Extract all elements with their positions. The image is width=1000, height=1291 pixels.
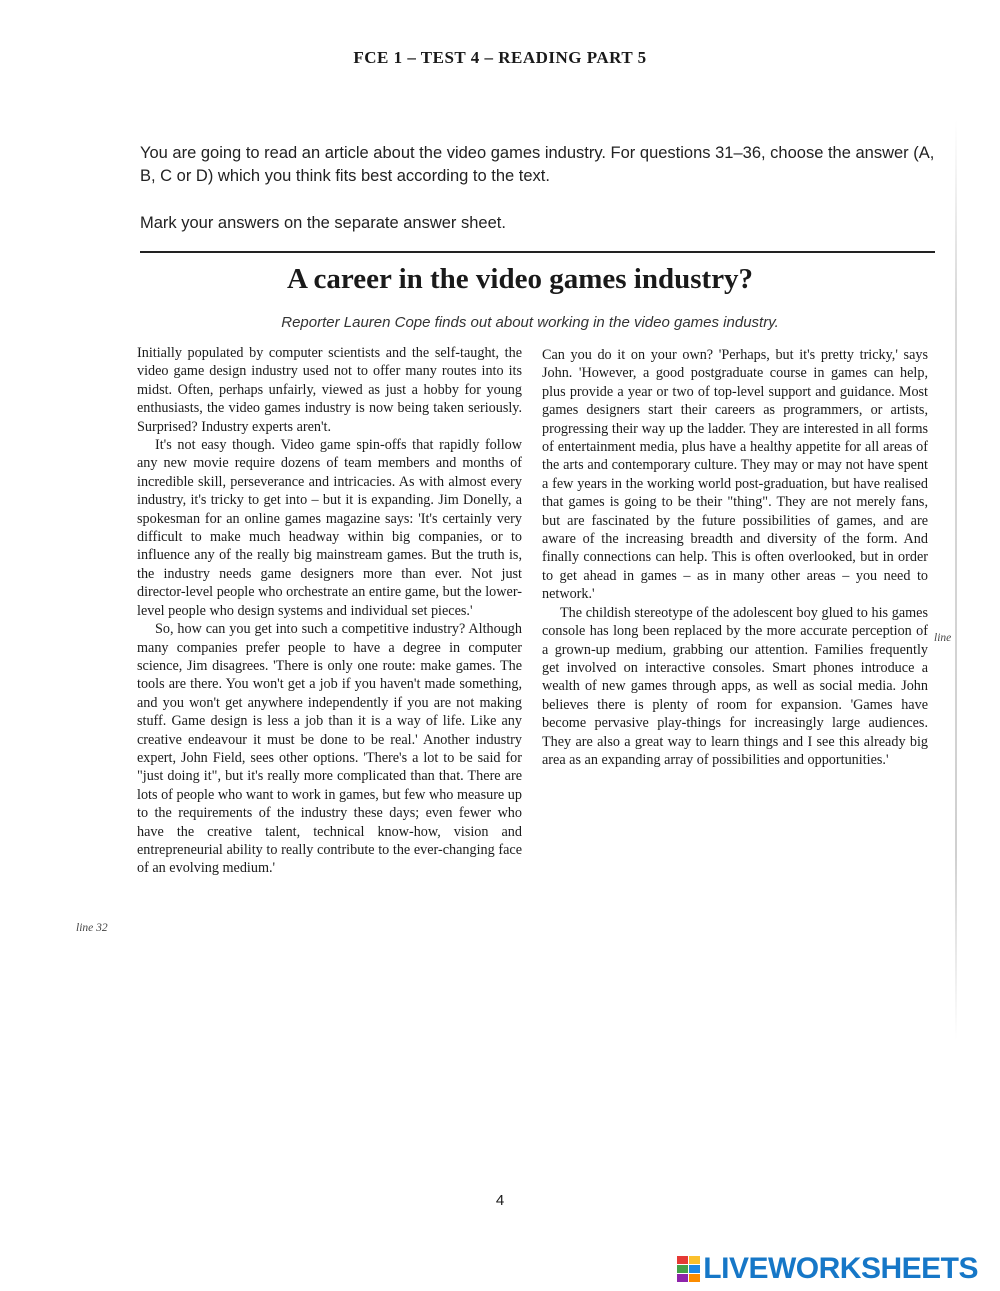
paragraph: Can you do it on your own? 'Perhaps, but it's pretty tricky,' says John. 'However, a good postgraduate course in games can help, plus provide a year or two of top-level support and guidance. Most games designers start their careers as programmers, or artists, progressing their way up the ladder. They are interested in all forms of entertainment media, plus have a healthy appetite for all areas of the arts and contemporary culture. They may or may not have spent a few years in the working world post-graduation, but have realised that games is going to be their "thing". They are not merely fans, but are fascinated by the future possibilities of games, and are aware of the increasing breadth and diversity of the form. And finally connections can help. This is often overlooked, but in order to get ahead in games – as in many other areas – you need to network.': [542, 347, 928, 603]
paragraph: The childish stereotype of the adolescent boy glued to his games console has long been replaced by the more accurate perception of a grown-up medium, grabbing our attention. Families frequently get involved on interactive consoles. Smart phones introduce a wealth of new games through apps, as well as social media. John believes there is plenty of room for expansion. 'Games have become pervasive play-things for increasingly large audiences. They are also a great way to learn things and I see this already big area as an expanding array of possibilities and opportunities.': [542, 604, 928, 768]
logo-tile: [677, 1274, 688, 1282]
paragraph: It's not easy though. Video game spin-offs that rapidly follow any new movie require dozens of team members and months of incredible skill, perseverance and intricacies. As with almost every industry, it's tricky to get into – but it is expanding. Jim Donelly, a spokesman for an online games magazine says: 'It's certainly very difficult to make much headway within big companies, or to influence any of the really big mainstream games. But the truth is, the industry needs game designers more than ever. Not just director-level people who orchestrate an entire game, but the lower-level people who design systems and individual set pieces.': [137, 437, 522, 619]
scan-edge: [955, 120, 957, 1040]
logo-tile: [677, 1265, 688, 1273]
line-marker-left: line 32: [76, 922, 108, 934]
logo-icon: [677, 1256, 700, 1282]
line-marker-right: line: [934, 632, 952, 644]
paragraph: Initially populated by computer scientists and the self-taught, the video game design industry used not to offer many routes into its midst. Often, perhaps unfairly, viewed as just a hobby for young enthusiasts, the video games industry is now being taken seriously. Surprised? Industry experts aren't.: [137, 345, 522, 435]
article-title: A career in the video games industry?: [286, 263, 754, 295]
answer-sheet-note: Mark your answers on the separate answer sheet.: [140, 214, 506, 232]
logo-tile: [677, 1256, 688, 1264]
logo-tile: [689, 1274, 700, 1282]
paragraph: So, how can you get into such a competitive industry? Although many companies prefer people to have a degree in computer science, Jim disagrees. 'There is only one route: make games. The tools are there. You won't get a job if you haven't made something, and you won't get anywhere independently if you are not making stuff. Game design is less a job than it is a way of life. Like any creative endeavour it must be done to be real.' Another industry expert, John Field, sees other options. 'There's a lot to be said for "just doing it", but it's really more complicated than that. There are lots of people who want to work in games, but few who measure up to the requirements of the industry these days; even fewer who have the creative talent, technical know-how, vision and entrepreneurial ability to really contribute to the ever-changing face of an evolving medium.': [137, 621, 522, 877]
article-column-right: [542, 346, 928, 769]
divider-rule: [140, 251, 935, 253]
instructions-text: You are going to read an article about the video games industry. For questions 31–36, choose the answer (A, B, C or D) which you think fits best according to the text.: [140, 144, 935, 185]
logo-text: LIVEWORKSHEETS: [703, 1252, 978, 1285]
logo-tile: [689, 1265, 700, 1273]
article-byline: Reporter Lauren Cope finds out about working in the video games industry.: [281, 314, 779, 331]
page-heading: FCE 1 – TEST 4 – READING PART 5: [353, 48, 647, 67]
logo-tile: [689, 1256, 700, 1264]
page-number: 4: [495, 1192, 505, 1209]
liveworksheets-logo[interactable]: [677, 1252, 978, 1286]
article-column-left: [137, 344, 522, 878]
